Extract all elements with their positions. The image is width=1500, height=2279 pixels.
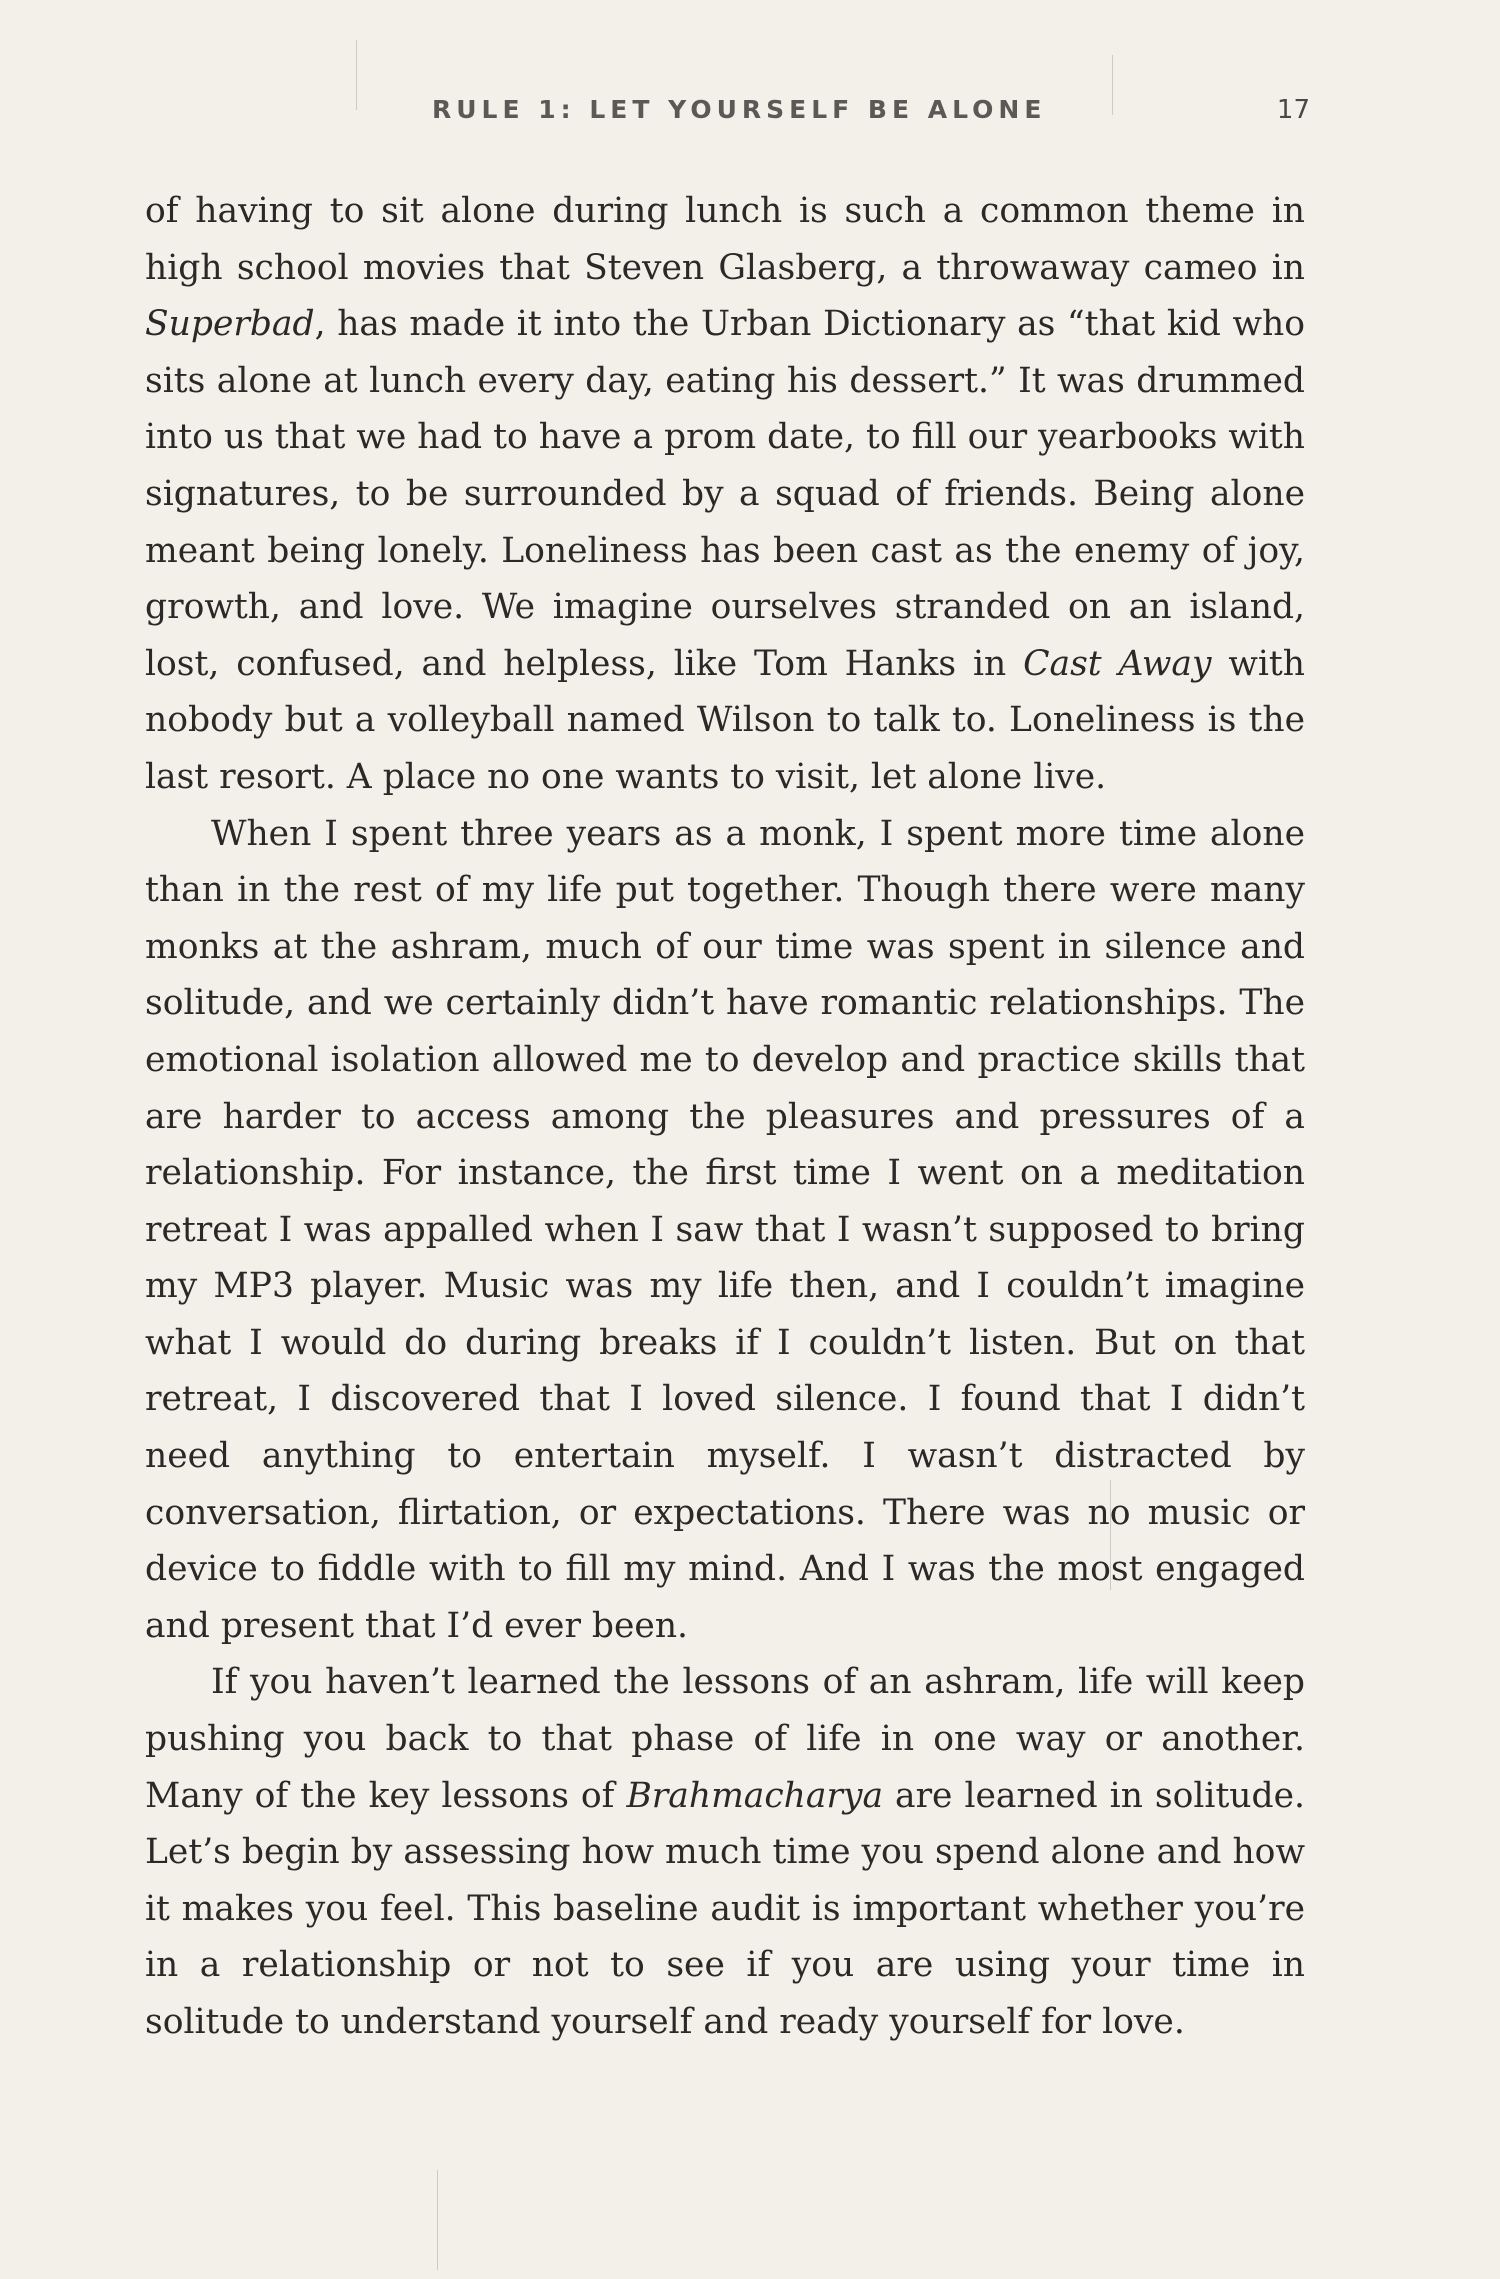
text-segment-italic: Superbad (145, 304, 315, 345)
text-segment: , has made it into the Urban Dictionary as “that kid who sits alone at lunch every day, eating his dessert.” It was drummed into us that we had to have a prom date, to fill our yearbooks with signatures, to be surrounded by a squad of friends. Being alone meant being lonely. Loneliness has been cast as the enemy of joy, growth, and love. We imagine ourselves stranded on an island, lost, confused, and helpless, like Tom Hanks in (145, 304, 1305, 684)
text-segment-italic: Brahmacharya (626, 1775, 884, 1816)
page-header (0, 95, 1500, 135)
text-segment: When I spent three years as a monk, I spent more time alone than in the rest of my life put together. Though there were many monks at the ashram, much of our time was spent in silence and solitude, and we certainly didn’t have romantic relationships. The emotional isolation allowed me to develop and practice skills that are harder to access among the pleasures and pressures of a relationship. For instance, the first time I went on a meditation retreat I was appalled when I saw that I wasn’t supposed to bring my MP3 player. Music was my life then, and I couldn’t imagine what I would do during breaks if I couldn’t listen. But on that retreat, I discovered that I loved silence. I found that I didn’t need anything to entertain myself. I wasn’t distracted by conversation, flirtation, or expectations. There was no music or device to fiddle with to fill my mind. And I was the most engaged and present that I’d ever been. (145, 813, 1305, 1646)
running-head: RULE 1: LET YOURSELF BE ALONE (432, 95, 1047, 124)
paragraph-1 (145, 183, 1305, 806)
text-segment: with nobody but a volleyball named Wilson to talk to. Loneliness is the last resort. A place no one wants to visit, let alone live. (145, 643, 1305, 797)
paragraph-2 (145, 806, 1305, 1655)
text-segment: If you haven’t learned the lessons of an ashram, life will keep pushing you back to that phase of life in one way or another. Many of the key lessons of (145, 1662, 1305, 1816)
text-segment: of having to sit alone during lunch is such a common theme in high school movies that Steven Glasberg, a throwaway cameo in (145, 191, 1305, 288)
text-segment: are learned in solitude. Let’s begin by assessing how much time you spend alone and how it makes you feel. This baseline audit is important whether you’re in a relationship or not to see if you are using your time in solitude to understand yourself and ready yourself for love. (145, 1775, 1305, 2042)
paragraph-3 (145, 1654, 1305, 2050)
page-crease (437, 2170, 438, 2270)
text-segment-italic: Cast Away (1023, 643, 1212, 684)
body-text (145, 183, 1305, 2051)
page-number: 17 (1276, 95, 1310, 125)
